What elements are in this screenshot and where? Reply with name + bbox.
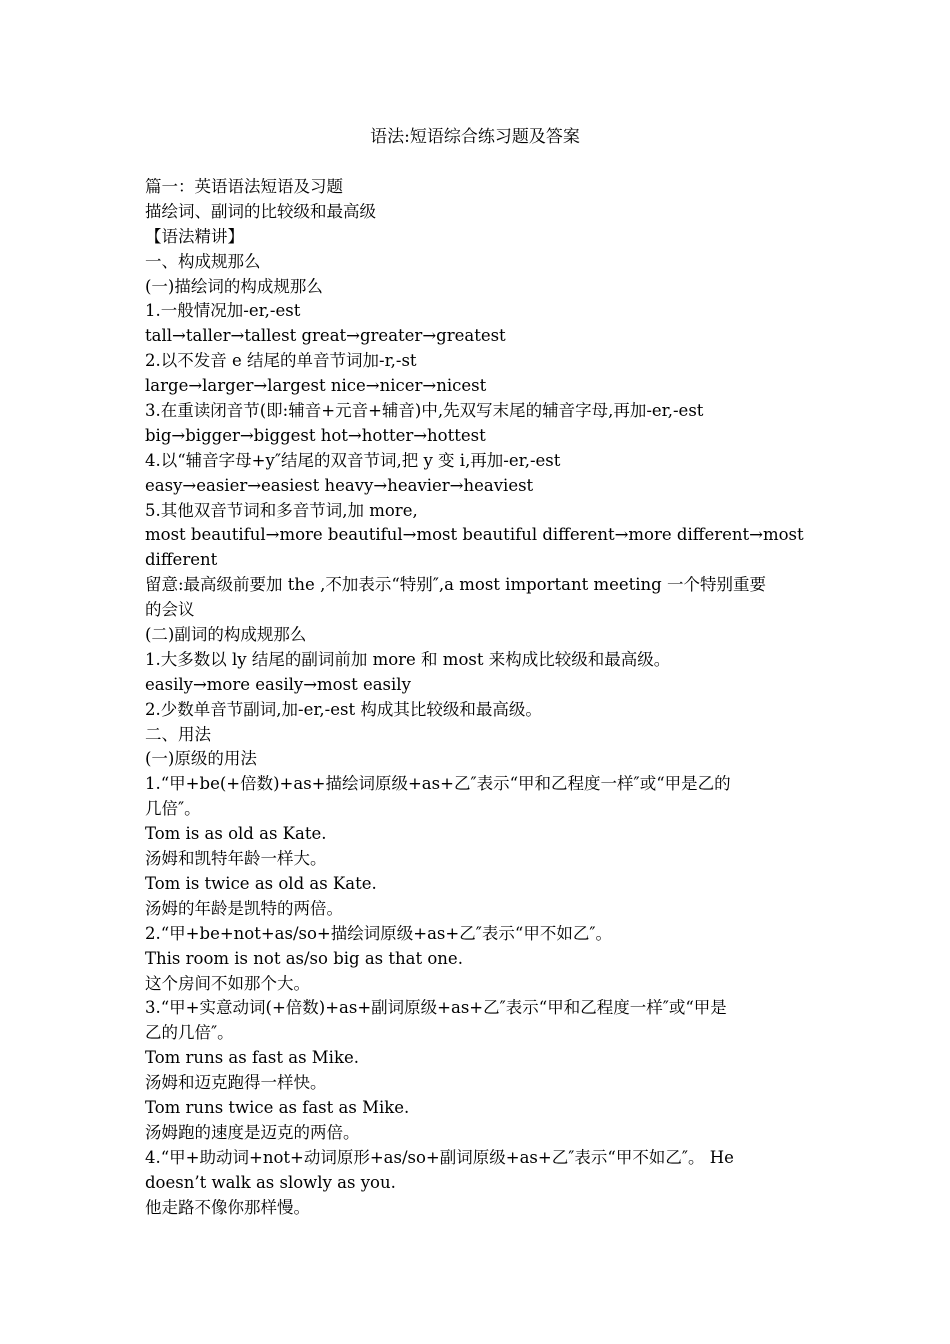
- text-line: 留意:最高级前要加 the ,不加表示“特别″,a most important meeting 一个特别重要: [145, 575, 766, 595]
- text-line: 2.少数单音节副词,加-er,-est 构成其比较级和最高级。: [145, 699, 542, 719]
- text-line: (一)描绘词的构成规那么: [145, 276, 323, 296]
- text-line: 的会议: [145, 600, 195, 620]
- text-line: 【语法精讲】: [145, 226, 244, 246]
- text-line: 1.大多数以 ly 结尾的副词前加 more 和 most 来构成比较级和最高级。: [145, 649, 671, 669]
- text-line: 描绘词、副词的比较级和最高级: [145, 201, 376, 221]
- text-line: 汤姆和凯特年龄一样大。: [145, 849, 327, 869]
- text-line: 2.以不发音 e 结尾的单音节词加-r,-st: [145, 351, 417, 371]
- text-line: doesn’t walk as slowly as you.: [145, 1172, 396, 1192]
- text-line: easily→more easily→most easily: [145, 674, 411, 694]
- text-line: 乙的几倍″。: [145, 1023, 234, 1043]
- text-line: 篇一：英语语法短语及习题: [145, 177, 343, 196]
- text-line: 一、构成规那么: [145, 251, 261, 271]
- text-line: 1.一般情况加-er,-est: [145, 301, 301, 321]
- text-line: 他走路不像你那样慢。: [145, 1197, 310, 1217]
- document-body: [145, 175, 807, 1220]
- text-line: 汤姆的年龄是凯特的两倍。: [145, 898, 343, 918]
- document-title: 语法:短语综合练习题及答案: [370, 127, 580, 147]
- text-line: 4.以“辅音字母+y″结尾的双音节词,把 y 变 i,再加-er,-est: [145, 450, 561, 470]
- text-line: easy→easier→easiest heavy→heavier→heaviest: [145, 475, 534, 495]
- text-line: most beautiful→more beautiful→most beautiful different→more different→most: [145, 525, 804, 545]
- text-line: 汤姆跑的速度是迈克的两倍。: [145, 1122, 360, 1142]
- text-line: 3.在重读闭音节(即:辅音+元音+辅音)中,先双写末尾的辅音字母,再加-er,-est: [145, 401, 704, 421]
- text-line: big→bigger→biggest hot→hotter→hottest: [145, 425, 486, 445]
- text-line: large→larger→largest nice→nicer→nicest: [145, 376, 487, 396]
- text-line: Tom is twice as old as Kate.: [145, 873, 377, 893]
- text-line: 5.其他双音节词和多音节词,加 more,: [145, 500, 418, 520]
- text-line: different: [145, 550, 218, 570]
- text-line: (二)副词的构成规那么: [145, 625, 307, 645]
- text-line: 这个房间不如那个大。: [145, 973, 310, 993]
- text-line: 几倍″。: [145, 799, 201, 819]
- text-line: 4.“甲+助动词+not+动词原形+as/so+副词原级+as+乙″表示“甲不如乙″。 He: [145, 1147, 734, 1167]
- text-line: tall→taller→tallest great→greater→greatest: [145, 326, 506, 346]
- text-line: (一)原级的用法: [145, 749, 257, 769]
- text-line: This room is not as/so big as that one.: [145, 948, 463, 968]
- text-line: 1.“甲+be(+倍数)+as+描绘词原级+as+乙″表示“甲和乙程度一样″或“甲是乙的: [145, 774, 731, 794]
- text-line: 二、用法: [145, 724, 211, 744]
- text-line: 3.“甲+实意动词(+倍数)+as+副词原级+as+乙″表示“甲和乙程度一样″或“甲是: [145, 998, 727, 1018]
- text-line: 2.“甲+be+not+as/so+描绘词原级+as+乙″表示“甲不如乙″。: [145, 923, 612, 943]
- text-line: Tom is as old as Kate.: [145, 824, 327, 844]
- text-line: Tom runs as fast as Mike.: [145, 1048, 359, 1068]
- text-line: Tom runs twice as fast as Mike.: [145, 1097, 410, 1117]
- text-line: 汤姆和迈克跑得一样快。: [145, 1073, 327, 1093]
